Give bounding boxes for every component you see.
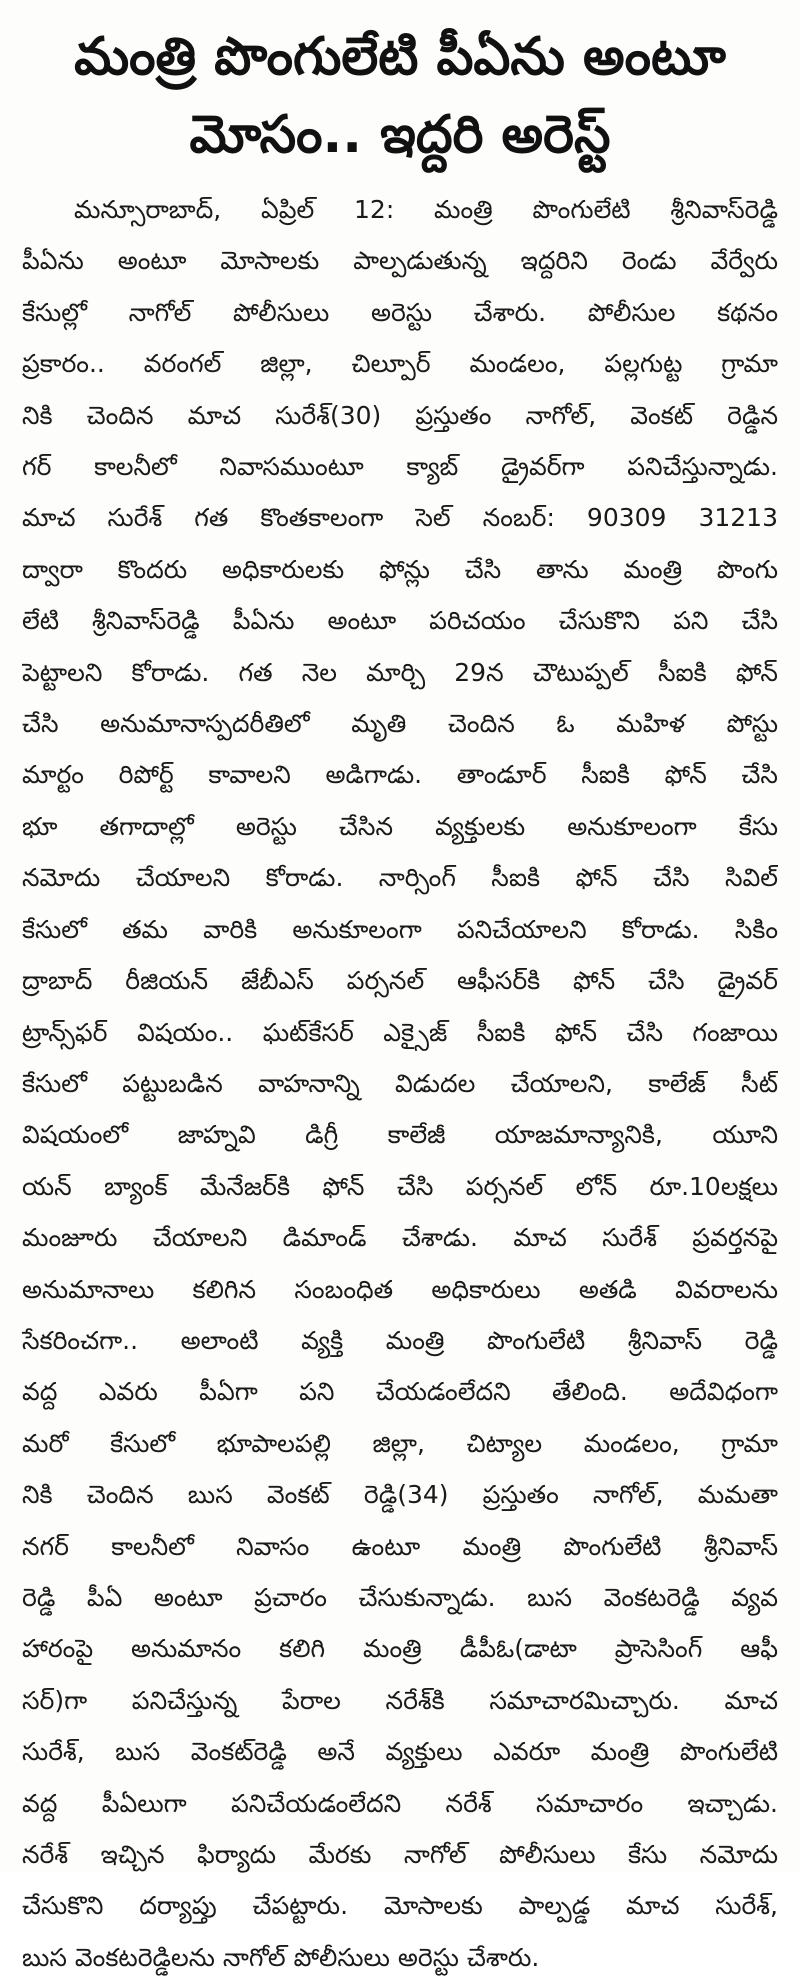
article-line: పీఏను అంటూ మోసాలకు పాల్పడుతున్న ఇద్దరిని రెండు వేర్వేరు (22, 246, 778, 276)
article-line: చేసి అనుమానాస్పదరీతిలో మృతి చెందిన ఓ మహిళ పోస్టు (22, 709, 778, 739)
article-line: సురేశ్, బుస వెంకట్‌రెడ్డి అనే వ్యక్తులు ఎవరూ మంత్రి పొంగులేటి (22, 1737, 778, 1767)
article-line: నగర్ కాలనీలో నివాసం ఉంటూ మంత్రి పొంగులేటి శ్రీనివాస్ (22, 1531, 778, 1561)
article-line: మరో కేసులో భూపాలపల్లి జిల్లా, చిట్యాల మండలం, గ్రామా (22, 1428, 778, 1458)
article-line: నమోదు చేయాలని కోరాడు. నార్సింగ్ సీఐకి ఫోన్ చేసి సివిల్ (22, 863, 778, 893)
article-line: విషయంలో జాహ్నవి డిగ్రీ కాలేజీ యాజమాన్యానికి, యూని (22, 1120, 778, 1150)
article-line: మన్సూరాబాద్, ఏప్రిల్ 12: మంత్రి పొంగులేటి శ్రీనివాస్‌రెడ్డి (74, 195, 778, 224)
article-line: పెట్టాలని కోరాడు. గత నెల మార్చి 29న చౌటుప్పల్ సీఐకి ఫోన్ (22, 657, 778, 687)
article-line: భూ తగాదాల్లో అరెస్టు చేసిన వ్యక్తులకు అనుకూలంగా కేసు (22, 811, 778, 841)
article-line: ట్రాన్స్‌ఫర్ విషయం.. ఘట్‌కేసర్ ఎక్సైజ్ సీఐకి ఫోన్ చేసి గంజాయి (22, 1017, 778, 1047)
headline-line-2: మోసం.. ఇద్దరి అరెస్ట్ (189, 105, 611, 165)
article-line: మాచ సురేశ్ గత కొంతకాలంగా సెల్ నంబర్: 90309 31213 (22, 503, 778, 533)
article-line: సేకరించగా.. అలాంటి వ్యక్తి మంత్రి పొంగులేటి శ్రీనివాస్ రెడ్డి (22, 1325, 778, 1355)
article-line: కేసులో పట్టుబడిన వాహనాన్ని విడుదల చేయాలని, కాలేజ్ సీట్ (22, 1068, 778, 1098)
article-line: ద్రాబాద్ రీజియన్ జేబీఎస్ పర్సనల్ ఆఫీసర్‌కి ఫోన్ చేసి డ్రైవర్ (22, 966, 778, 996)
article-body (22, 184, 778, 1983)
article-line: హారంపై అనుమానం కలిగి మంత్రి డీపీఓ(డాటా ప్రాసెసింగ్ ఆఫీ (22, 1634, 778, 1664)
article-line: అనుమానాలు కలిగిన సంబంధిత అధికారులు అతడి వివరాలను (22, 1274, 778, 1304)
article-line: మార్టం రిపోర్ట్ కావాలని అడిగాడు. తాండూర్ సీఐకి ఫోన్ చేసి (22, 760, 778, 790)
article-line: నరేశ్ ఇచ్చిన ఫిర్యాదు మేరకు నాగోల్ పోలీసులు కేసు నమోదు (22, 1840, 778, 1869)
article-line: వద్ద పీఏలుగా పనిచేయడంలేదని నరేశ్ సమాచారం ఇచ్చాడు. (22, 1788, 778, 1818)
article-line: ప్రకారం.. వరంగల్ జిల్లా, చిల్పూర్ మండలం, పల్లగుట్ట గ్రామా (22, 349, 778, 379)
article-line: సర్)గా పనిచేస్తున్న పేరాల నరేశ్‌కి సమాచారమిచ్చారు. మాచ (22, 1685, 778, 1715)
headline-line-1: మంత్రి పొంగులేటి పీఏను అంటూ (74, 27, 726, 87)
article-line: కేసులో తమ వారికి అనుకూలంగా పనిచేయాలని కోరాడు. సికిం (22, 914, 778, 944)
article-line: నికి చెందిన మాచ సురేశ్(30) ప్రస్తుతం నాగోల్, వెంకట్ రెడ్డిన (22, 400, 778, 430)
article-line: ద్వారా కొందరు అధికారులకు ఫోన్లు చేసి తాను మంత్రి పొంగు (22, 554, 778, 584)
article-line: గర్ కాలనీలో నివాసముంటూ క్యాబ్ డ్రైవర్‌గా పనిచేస్తున్నాడు. (22, 452, 778, 482)
article-line: లేటి శ్రీనివాస్‌రెడ్డి పీఏను అంటూ పరిచయం చేసుకొని పని చేసి (22, 606, 778, 636)
article-line: యన్ బ్యాంక్ మేనేజర్‌కి ఫోన్ చేసి పర్సనల్ లోన్ రూ.10లక్షలు (22, 1171, 778, 1201)
article-line: నికి చెందిన బుస వెంకట్ రెడ్డి(34) ప్రస్తుతం నాగోల్, మమతా (22, 1480, 778, 1510)
article-line: కేసుల్లో నాగోల్ పోలీసులు అరెస్టు చేశారు. పోలీసుల కథనం (22, 297, 778, 327)
article-headline (22, 18, 778, 174)
article-line: బుస వెంకటరెడ్డిలను నాగోల్ పోలీసులు అరెస్టు చేశారు. (22, 1942, 540, 1972)
article-line: రెడ్డి పీఏ అంటూ ప్రచారం చేసుకున్నాడు. బుస వెంకటరెడ్డి వ్యవ (22, 1582, 778, 1612)
article-line: మంజూరు చేయాలని డిమాండ్ చేశాడు. మాచ సురేశ్ ప్రవర్తనపై (22, 1223, 778, 1253)
article-line: చేసుకొని దర్యాప్తు చేపట్టారు. మోసాలకు పాల్పడ్డ మాచ సురేశ్, (22, 1891, 778, 1921)
article-line: వద్ద ఎవరు పీఏగా పని చేయడంలేదని తేలింది. అదేవిధంగా (22, 1377, 778, 1407)
